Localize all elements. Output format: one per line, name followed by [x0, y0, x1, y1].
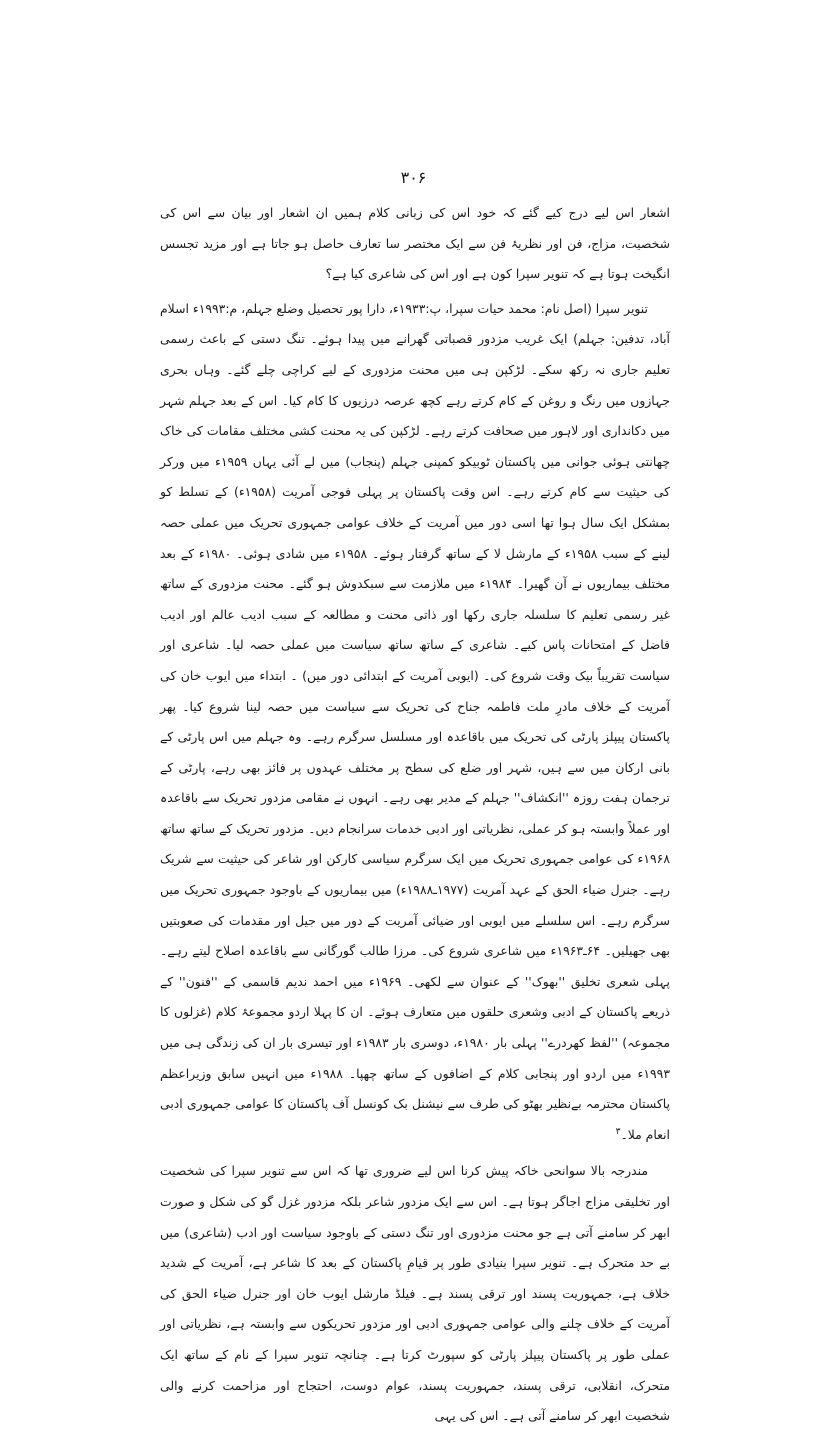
paragraph-biography: تنویر سپرا (اصل نام: محمد حیات سپرا، پ:۱۹۳۳ء، دارا پور تحصیل وضلع جہلم، م:۱۹۹۳ء اسلام آباد، تدفین: جہلم) ایک غریب مزدور قصباتی گھرانے میں پیدا ہوئے۔ تنگ دستی کے باعث رسمی تعلیم جاری نہ رکھ سکے۔ لڑکپن ہی میں محنت مزدوری کے لیے کراچی چلے گئے۔ وہاں بحری جہازوں میں رنگ و روغن کے کام کرتے رہے کچھ عرصہ درزیوں کا کام کیا۔ اس کے بعد جہلم شہر میں دکانداری اور لاہور میں صحافت کرتے رہے۔ لڑکپن کی یہ محنت کشی مختلف مقامات کی خاک چھانتی ہوئی جوانی میں پاکستان ٹوبیکو کمپنی جہلم (پنجاب) میں لے آئی یہاں ۱۹۵۹ء میں ورکر کی حیثیت سے کام کرتے رہے۔ اس وقت پاکستان پر پہلی فوجی آمریت (۱۹۵۸ء) کے تسلط کو بمشکل ایک سال ہوا تھا اسی دور میں آمریت کے خلاف عوامی جمہوری تحریک میں عملی حصہ لینے کے سبب ۱۹۵۸ء کے مارشل لا کے ساتھ گرفتار ہوئے۔ ۱۹۵۸ء میں شادی ہوئی۔ ۱۹۸۰ء کے بعد مختلف بیماریوں نے آن گھیرا۔ ۱۹۸۴ء میں ملازمت سے سبکدوش ہو گئے۔ محنت مزدوری کے ساتھ غیر رسمی تعلیم کا سلسلہ جاری رکھا اور ذاتی محنت و مطالعہ کے سبب ادیب عالم اور ادیب فاضل کے امتحانات پاس کیے۔ شاعری کے ساتھ ساتھ سیاست میں عملی حصہ لیا۔ شاعری اور سیاست تقریباً بیک وقت شروع کی۔ (ایوبی آمریت کے ابتدائی دور میں) ۔ ابتداء میں ایوب خان کی آمریت کے خلاف مادرِ ملت فاطمہ جناح کی تحریک سے سیاست میں حصہ لینا شروع کیا۔ پھر پاکستان پیپلز پارٹی کی تحریک میں باقاعدہ اور مسلسل سرگرم رہے۔ وہ جہلم میں اس پارٹی کے بانی ارکان میں سے ہیں، شہر اور ضلع کی سطح پر مختلف عہدوں پر فائز بھی رہے، پارٹی کے ترجمان ہفت روزہ ''انکشاف'' جہلم کے مدیر بھی رہے۔ انہوں نے مقامی مزدور تحریک سے باقاعدہ اور عملاً وابستہ ہو کر عملی، نظریاتی اور ادبی خدمات سرانجام دیں۔ مزدور تحریک کے ساتھ ساتھ ۱۹۶۸ء کی عوامی جمہوری تحریک میں ایک سرگرم سیاسی کارکن اور شاعر کی حیثیت سے شریک رہے۔ جنرل ضیاء الحق کے عہد آمریت (۱۹۷۷ـ۱۹۸۸ء) میں بیماریوں کے باوجود جمہوری تحریک میں سرگرم رہے۔ اس سلسلے میں ایوبی اور ضیائی آمریت کے دور میں جیل اور مقدمات کی صعوبتیں بھی جھیلیں۔ ۶۴ـ۱۹۶۳ء میں شاعری شروع کی۔ مرزا طالب گورگانی سے باقاعدہ اصلاح لیتے رہے۔ پہلی شعری تخلیق ''بھوک'' کے عنوان سے لکھی۔ ۱۹۶۹ء میں احمد ندیم قاسمی کے ''فنون'' کے ذریعے پاکستان کے ادبی وشعری حلقوں میں متعارف ہوئے۔ ان کا پہلا اردو مجموعۂ کلام (غزلوں کا مجموعہ) ''لفظ کھردرے'' پہلی بار ۱۹۸۰ء، دوسری بار ۱۹۸۳ء اور تیسری بار ان کی زندگی ہی میں ۱۹۹۳ء میں اردو اور پنجابی کلام کے اضافوں کے ساتھ چھپا۔ ۱۹۸۸ء میں انہیں سابق وزیراعظم پاکستان محترمہ بےنظیر بھٹو کی طرف سے نیشنل بک کونسل آف پاکستان کا عوامی جمہوری ادبی انعام ملا۔$^۳$ [160, 300, 670, 1142]
paragraph-analysis: مندرجہ بالا سوانحی خاکہ پیش کرنا اس لیے ضروری تھا کہ اس سے تنویر سپرا کی شخصیت اور تخلیقی مزاج اجاگر ہوتا ہے۔ اس سے ایک مزدور شاعر بلکہ مزدور غزل گو کی شکل و صورت ابھر کر سامنے آتی ہے جو محنت مزدوری اور تنگ دستی کے باوجود سیاست اور ادب (شاعری) میں بے حد متحرک ہے۔ تنویر سپرا بنیادی طور پر قیامِ پاکستان کے بعد کا شاعر ہے، آمریت کے شدید خلاف ہے، جمہوریت پسند اور ترقی پسند ہے۔ فیلڈ مارشل ایوب خان اور جنرل ضیاء الحق کی آمریت کے خلاف چلنے والی عوامی جمہوری ادبی اور مزدور تحریکوں سے وابستہ ہے، نظریاتی اور عملی طور پر پاکستان پیپلز پارٹی کو سپورٹ کرتا ہے۔ چنانچہ تنویر سپرا کے نام کے ساتھ ایک متحرک، انقلابی، ترقی پسند، جمہوریت پسند، عوام دوست، احتجاج اور مزاحمت کرنے والی شخصیت ابھر کر سامنے آتی ہے۔ اس کی یہی [160, 1163, 670, 1424]
footnote-marker: ۳ [615, 1126, 621, 1137]
body-text [160, 198, 670, 1432]
paragraph-intro: اشعار اس لیے درج کیے گئے کہ خود اس کی زبانی کلام ہمیں ان اشعار اور بیان سے اس کی شخصیت، مزاج، فن اور نظریۂ فن سے ایک مختصر سا تعارف حاصل ہو جاتا ہے اور مزید تجسس انگیخت ہوتا ہے کہ تنویر سپرا کون ہے اور اس کی شاعری کیا ہے؟ [160, 205, 670, 282]
page-number: ۳۰۶ [400, 168, 427, 187]
